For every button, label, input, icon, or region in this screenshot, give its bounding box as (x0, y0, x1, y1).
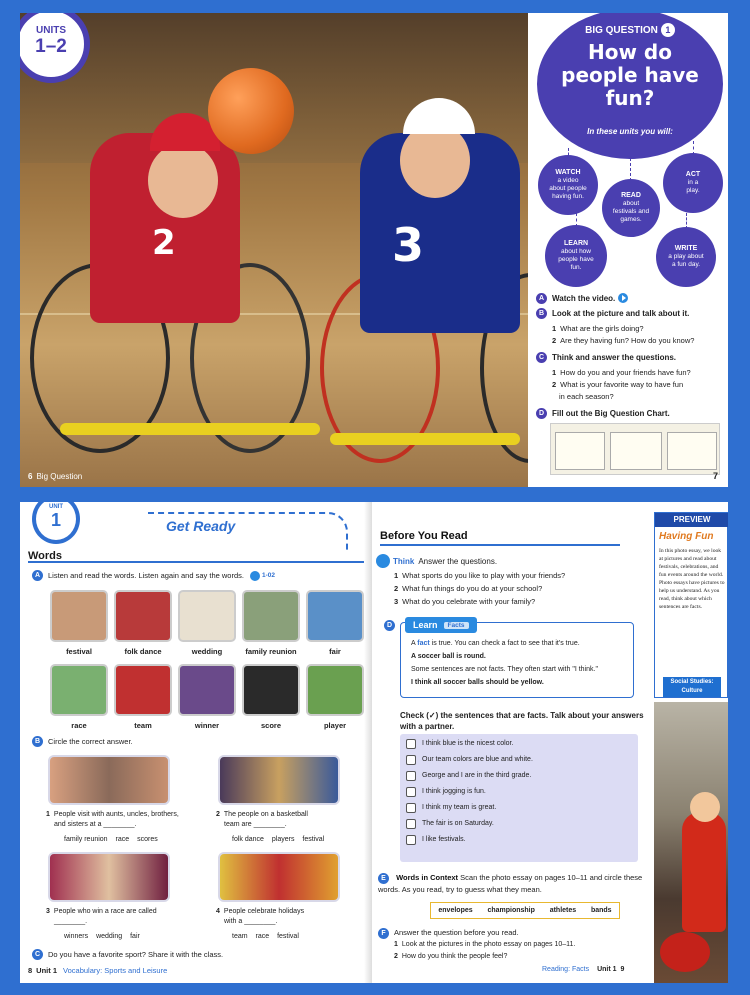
family-photo (48, 755, 170, 805)
circle-question-4: 4 People celebrate holidays with a ________. (216, 908, 305, 925)
page-number-right: 7 (712, 471, 718, 481)
page-9 (372, 502, 728, 983)
audio-icon[interactable] (250, 571, 260, 581)
page-8-footer: 8 Unit 1 Vocabulary: Sports and Leisure (28, 966, 168, 975)
instruction-a: A Listen and read the words. Listen again and say the words. 1-02 (32, 570, 275, 581)
option[interactable]: team (232, 933, 248, 940)
vocab-card-winner: winner (178, 664, 236, 730)
activity-d: D Fill out the Big Question Chart. (536, 408, 726, 419)
circle-options-1 (64, 836, 164, 843)
vocab-card-festival: festival (50, 590, 108, 656)
wheelchair-basketball-photo: 2 3 (20, 13, 528, 487)
activity-b-q2: 2 Are they having fun? How do you know? (552, 336, 695, 345)
vocab-card-family-reunion: family reunion (242, 590, 300, 656)
footer-section: Big Question (36, 472, 83, 481)
preview-panel (654, 512, 728, 698)
option[interactable]: festival (277, 933, 299, 940)
vocab-card-race: race (50, 664, 108, 730)
vocab-card-team: team (114, 664, 172, 730)
vocab-card-player: player (306, 664, 364, 730)
think-questions: 1 What sports do you like to play with your friends? 2 What fun things do you do at your school? 3 What do you celebrate with your family? (394, 571, 566, 606)
big-question-column (528, 13, 728, 487)
big-question-circle (537, 13, 723, 159)
basketball (208, 68, 294, 154)
preview-title: Having Fun (659, 531, 714, 542)
checkbox[interactable] (406, 803, 416, 813)
check-item: I think jogging is fun. (406, 785, 638, 798)
activity-c-q2: 2 What is your favorite way to have fun (552, 380, 684, 389)
learn-tab: Learn Facts (405, 617, 477, 633)
units-number: 1–2 (35, 36, 67, 57)
activity-list (536, 293, 726, 423)
checkbox[interactable] (406, 739, 416, 749)
option[interactable]: race (115, 836, 130, 843)
option[interactable]: festival (302, 836, 325, 843)
page-9-footer: Reading: Facts Unit 1 9 (542, 966, 625, 973)
festival-street-photo (654, 702, 728, 983)
think-instruction: Think Answer the questions. (376, 554, 497, 568)
learn-letter: D (384, 620, 395, 631)
circle-options-4 (232, 933, 305, 940)
page-8 (20, 502, 372, 983)
check-item: George and I are in the third grade. (406, 769, 638, 782)
check-item: Our team colors are blue and white. (406, 753, 638, 766)
circle-options-2 (232, 836, 330, 843)
instruction-b: B Circle the correct answer. (32, 736, 133, 747)
option[interactable]: players (271, 836, 295, 843)
vocab-card-wedding: wedding (178, 590, 236, 656)
activity-a: A Watch the video. (536, 293, 726, 304)
vocab-card-score: score (242, 664, 300, 730)
fact-checklist (400, 734, 638, 862)
checkbox[interactable] (406, 755, 416, 765)
answer-before-reading: F Answer the question before you read. 1 Look at the pictures in the photo essay on pages 10–11. 2 How do you think the people feel? (378, 927, 658, 963)
bubble-write: WRITE a play about a fun day. (656, 227, 716, 287)
option[interactable]: fair (130, 933, 140, 940)
race-winners-photo (48, 852, 170, 902)
check-item: I think blue is the nicest color. (406, 737, 638, 750)
option[interactable]: race (255, 933, 270, 940)
bubble-read: READ about festivals and games. (602, 179, 660, 237)
words-in-context: E Words in Context Scan the photo essay on pages 10–11 and circle these words. As you read, try to guess what they mean. (378, 873, 643, 894)
word-strip: envelopes championship athletes bands (430, 902, 620, 919)
activity-c-q1: 1 How do you and your friends have fun? (552, 368, 691, 377)
option[interactable]: folk dance (232, 836, 264, 843)
learn-facts-box (400, 622, 634, 698)
bubble-act: ACT in a play. (663, 153, 723, 213)
units-label: UNITS (36, 25, 66, 36)
lantern (660, 932, 710, 972)
instruction-c: C Do you have a favorite sport? Share it with the class. (32, 949, 223, 960)
check-instruction: Check (✓) the sentences that are facts. Talk about your answers with a partner. (400, 711, 644, 731)
preview-body: In this photo essay, we look at pictures and read about festivals, celebrations, and fun events around the world. Photo essays have pictures to help us understand. As you read, think about which sentences are facts. (659, 548, 725, 610)
checkbox[interactable] (406, 819, 416, 829)
words-heading: Words (28, 546, 364, 563)
option[interactable]: winners (64, 933, 89, 940)
big-question-label: BIG QUESTION 1 (537, 23, 723, 37)
circle-question-1: 1 People visit with aunts, uncles, brothers, and sisters at a ________. (46, 811, 179, 828)
activity-b-q1: 1 What are the girls doing? (552, 324, 644, 333)
option[interactable]: scores (137, 836, 158, 843)
page-footer-left (28, 472, 82, 481)
bubble-learn: LEARN about how people have fun. (545, 225, 607, 287)
get-ready-banner: Get Ready (148, 512, 348, 550)
checkbox[interactable] (406, 835, 416, 845)
vocab-card-fair: fair (306, 590, 364, 656)
learn-body: A fact is true. You can check a fact to see that it's true. A soccer ball is round. Some sentences are not facts. They often start with "I think." I think all soccer balls should be yellow. (411, 640, 598, 686)
checkbox[interactable] (406, 787, 416, 797)
circle-question-2: 2 The people on a basketball team are ________. (216, 811, 308, 828)
big-question-spread (20, 13, 728, 487)
option[interactable]: family reunion (64, 836, 108, 843)
big-question-chart-thumbnail (550, 423, 720, 475)
check-item: The fair is on Saturday. (406, 817, 638, 830)
circle-options-3 (64, 933, 146, 940)
preview-tag: PREVIEW (655, 513, 728, 527)
option[interactable]: wedding (96, 933, 123, 940)
unit-badge: UNIT 1 (32, 502, 80, 544)
checkbox[interactable] (406, 771, 416, 781)
big-question-subtitle: In these units you will: (587, 127, 673, 136)
culture-tag: Social Studies: Culture (663, 677, 721, 697)
before-you-read-heading: Before You Read (380, 530, 620, 546)
activity-b: B Look at the picture and talk about it. (536, 308, 726, 319)
big-question-title: How do people have fun? (561, 40, 699, 110)
big-question-number: 1 (661, 23, 675, 37)
page-number: 6 (28, 472, 33, 481)
activity-c-q2-cont: in each season? (559, 392, 614, 401)
vocab-card-folk-dance: folk dance (114, 590, 172, 656)
lightbulb-icon (376, 554, 390, 568)
activity-c: C Think and answer the questions. (536, 352, 726, 363)
check-item: I like festivals. (406, 833, 638, 846)
check-item: I think my team is great. (406, 801, 638, 814)
bubble-watch: WATCH a video about people having fun. (538, 155, 598, 215)
circle-question-3: 3 People who win a race are called ________. (46, 908, 157, 925)
holiday-photo (218, 852, 340, 902)
basketball-photo (218, 755, 340, 805)
play-video-icon[interactable] (618, 293, 628, 303)
unit1-spread (20, 502, 728, 983)
